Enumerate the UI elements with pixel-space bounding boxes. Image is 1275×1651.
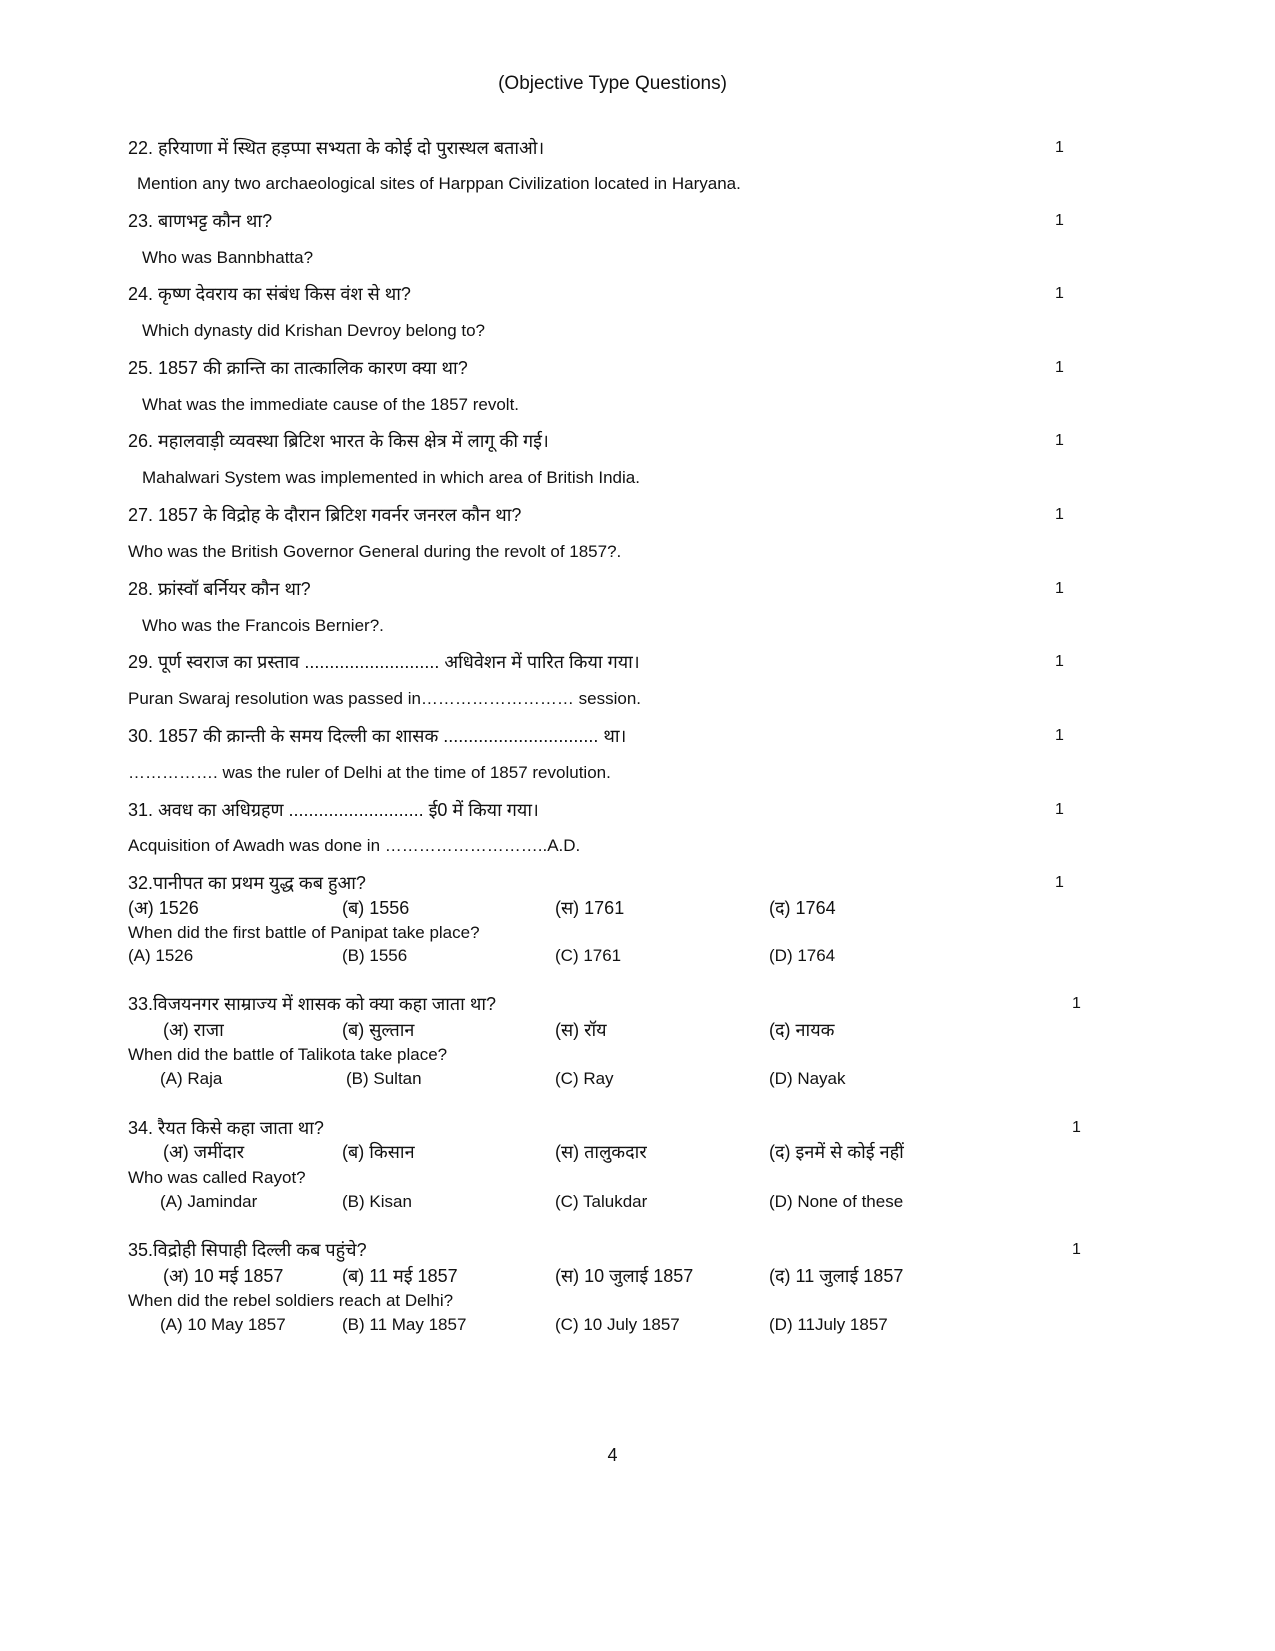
option-english: (D) 11July 1857 bbox=[769, 1315, 888, 1334]
option-english: (D) Nayak bbox=[769, 1069, 846, 1088]
option-english: (D) 1764 bbox=[769, 946, 836, 965]
option-hindi: (ब) किसान bbox=[342, 1142, 415, 1162]
option-hindi: (अ) 10 मई 1857 bbox=[163, 1266, 284, 1286]
question-english: When did the first battle of Panipat take place? bbox=[128, 923, 480, 942]
question-english: When did the rebel soldiers reach at Delhi? bbox=[128, 1291, 454, 1310]
question-hindi: 26. महालवाड़ी व्यवस्था ब्रिटिश भारत के किस क्षेत्र में लागू की गई। bbox=[128, 431, 549, 451]
question-english: When did the battle of Talikota take place? bbox=[128, 1045, 448, 1064]
question-hindi: 29. पूर्ण स्वराज का प्रस्ताव ........................... अधिवेशन में पारित किया गया। bbox=[128, 652, 640, 672]
question-english: Puran Swaraj resolution was passed in……………………… session. bbox=[128, 689, 642, 708]
option-hindi: (ब) 11 मई 1857 bbox=[342, 1266, 458, 1286]
question-hindi: 28. फ्रांस्वॉ बर्नियर कौन था? bbox=[128, 579, 311, 599]
option-hindi: (अ) राजा bbox=[163, 1020, 224, 1040]
question-marks: 1 bbox=[1055, 212, 1064, 229]
question-hindi: 31. अवध का अधिग्रहण ........................... ई0 में किया गया। bbox=[128, 800, 539, 820]
question-marks: 1 bbox=[1055, 285, 1064, 302]
question-hindi: 27. 1857 के विद्रोह के दौरान ब्रिटिश गवर्नर जनरल कौन था? bbox=[128, 505, 522, 525]
option-english: (C) 1761 bbox=[555, 946, 622, 965]
option-hindi: (द) इनमें से कोई नहीं bbox=[769, 1142, 904, 1162]
question-english: What was the immediate cause of the 1857 revolt. bbox=[142, 395, 520, 414]
option-hindi: (अ) जमींदार bbox=[163, 1142, 245, 1162]
question-hindi: 33.विजयनगर साम्राज्य में शासक को क्या कहा जाता था? bbox=[128, 994, 497, 1014]
question-marks: 1 bbox=[1055, 653, 1064, 670]
question-marks: 1 bbox=[1055, 139, 1064, 156]
question-marks: 1 bbox=[1055, 580, 1064, 597]
option-hindi: (स) तालुकदार bbox=[555, 1142, 647, 1162]
question-english: Acquisition of Awadh was done in ………………………..A.D. bbox=[128, 836, 581, 855]
option-english: (A) 10 May 1857 bbox=[160, 1315, 286, 1334]
question-hindi: 35.विद्रोही सिपाही दिल्ली कब पहुंचे? bbox=[128, 1240, 367, 1260]
question-hindi: 30. 1857 की क्रान्ती के समय दिल्ली का शासक ............................... था। bbox=[128, 726, 627, 746]
option-english: (B) 11 May 1857 bbox=[342, 1315, 467, 1334]
option-hindi: (स) 1761 bbox=[555, 898, 625, 918]
question-english: Who was Bannbhatta? bbox=[142, 248, 314, 267]
option-english: (C) 10 July 1857 bbox=[555, 1315, 680, 1334]
question-hindi: 24. कृष्ण देवराय का संबंध किस वंश से था? bbox=[128, 284, 411, 304]
option-hindi: (स) 10 जुलाई 1857 bbox=[555, 1266, 694, 1286]
question-marks: 1 bbox=[1072, 1119, 1081, 1136]
question-hindi: 34. रैयत किसे कहा जाता था? bbox=[128, 1118, 324, 1138]
question-english: Mahalwari System was implemented in which area of British India. bbox=[142, 468, 640, 487]
question-english: Who was the British Governor General during the revolt of 1857?. bbox=[128, 542, 622, 561]
question-hindi: 22. हरियाणा में स्थित हड़प्पा सभ्यता के कोई दो पुरास्थल बताओ। bbox=[128, 138, 545, 158]
question-english: ……………. was the ruler of Delhi at the time of 1857 revolution. bbox=[128, 763, 611, 782]
question-marks: 1 bbox=[1055, 727, 1064, 744]
option-english: (D) None of these bbox=[769, 1192, 904, 1211]
question-english: Who was the Francois Bernier?. bbox=[142, 616, 384, 635]
question-english: Who was called Rayot? bbox=[128, 1168, 306, 1187]
option-english: (C) Talukdar bbox=[555, 1192, 648, 1211]
question-marks: 1 bbox=[1072, 995, 1081, 1012]
question-marks: 1 bbox=[1055, 801, 1064, 818]
question-hindi: 32.पानीपत का प्रथम युद्ध कब हुआ? bbox=[128, 873, 366, 893]
question-marks: 1 bbox=[1055, 506, 1064, 523]
option-hindi: (द) नायक bbox=[769, 1020, 835, 1040]
question-hindi: 23. बाणभट्ट कौन था? bbox=[128, 211, 273, 231]
question-english: Mention any two archaeological sites of Harppan Civilization located in Haryana. bbox=[137, 174, 741, 193]
option-english: (A) Jamindar bbox=[160, 1192, 258, 1211]
option-hindi: (ब) सुल्तान bbox=[342, 1020, 415, 1040]
question-english: Which dynasty did Krishan Devroy belong to? bbox=[142, 321, 486, 340]
question-marks: 1 bbox=[1072, 1241, 1081, 1258]
option-hindi: (द) 1764 bbox=[769, 898, 836, 918]
question-marks: 1 bbox=[1055, 874, 1064, 891]
page-number: 4 bbox=[607, 1445, 618, 1465]
option-english: (B) Kisan bbox=[342, 1192, 412, 1211]
option-hindi: (द) 11 जुलाई 1857 bbox=[769, 1266, 904, 1286]
question-marks: 1 bbox=[1055, 359, 1064, 376]
question-marks: 1 bbox=[1055, 432, 1064, 449]
option-hindi: (स) रॉय bbox=[555, 1020, 607, 1040]
option-english: (B) Sultan bbox=[346, 1069, 422, 1088]
question-hindi: 25. 1857 की क्रान्ति का तात्कालिक कारण क्या था? bbox=[128, 358, 468, 378]
option-english: (A) Raja bbox=[160, 1069, 223, 1088]
section-title: (Objective Type Questions) bbox=[498, 73, 727, 94]
option-english: (B) 1556 bbox=[342, 946, 408, 965]
option-english: (C) Ray bbox=[555, 1069, 614, 1088]
option-english: (A) 1526 bbox=[128, 946, 194, 965]
option-hindi: (ब) 1556 bbox=[342, 898, 410, 918]
option-hindi: (अ) 1526 bbox=[128, 898, 199, 918]
